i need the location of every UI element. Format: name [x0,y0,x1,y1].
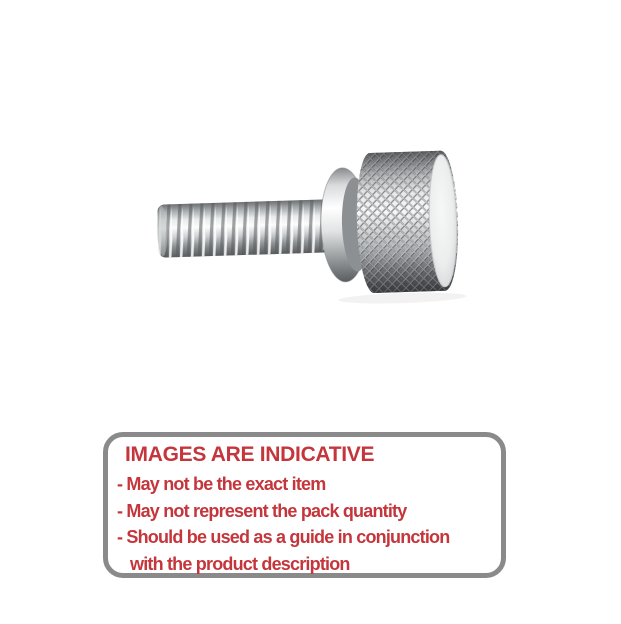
disclaimer-line-4: with the product description [130,553,350,574]
disclaimer-box [103,432,506,578]
screw-knurled-head [355,150,460,293]
disclaimer-line-3: - Should be used as a guide in conjunction [117,527,450,547]
screw-shadow [338,291,466,305]
disclaimer-line-2: - May not represent the pack quantity [117,500,407,521]
screw-shaft [156,199,339,258]
disclaimer-title: IMAGES ARE INDICATIVE [125,443,375,466]
thumb-screw-photo [148,143,468,308]
disclaimer-line-1: - May not be the exact item [117,474,326,494]
